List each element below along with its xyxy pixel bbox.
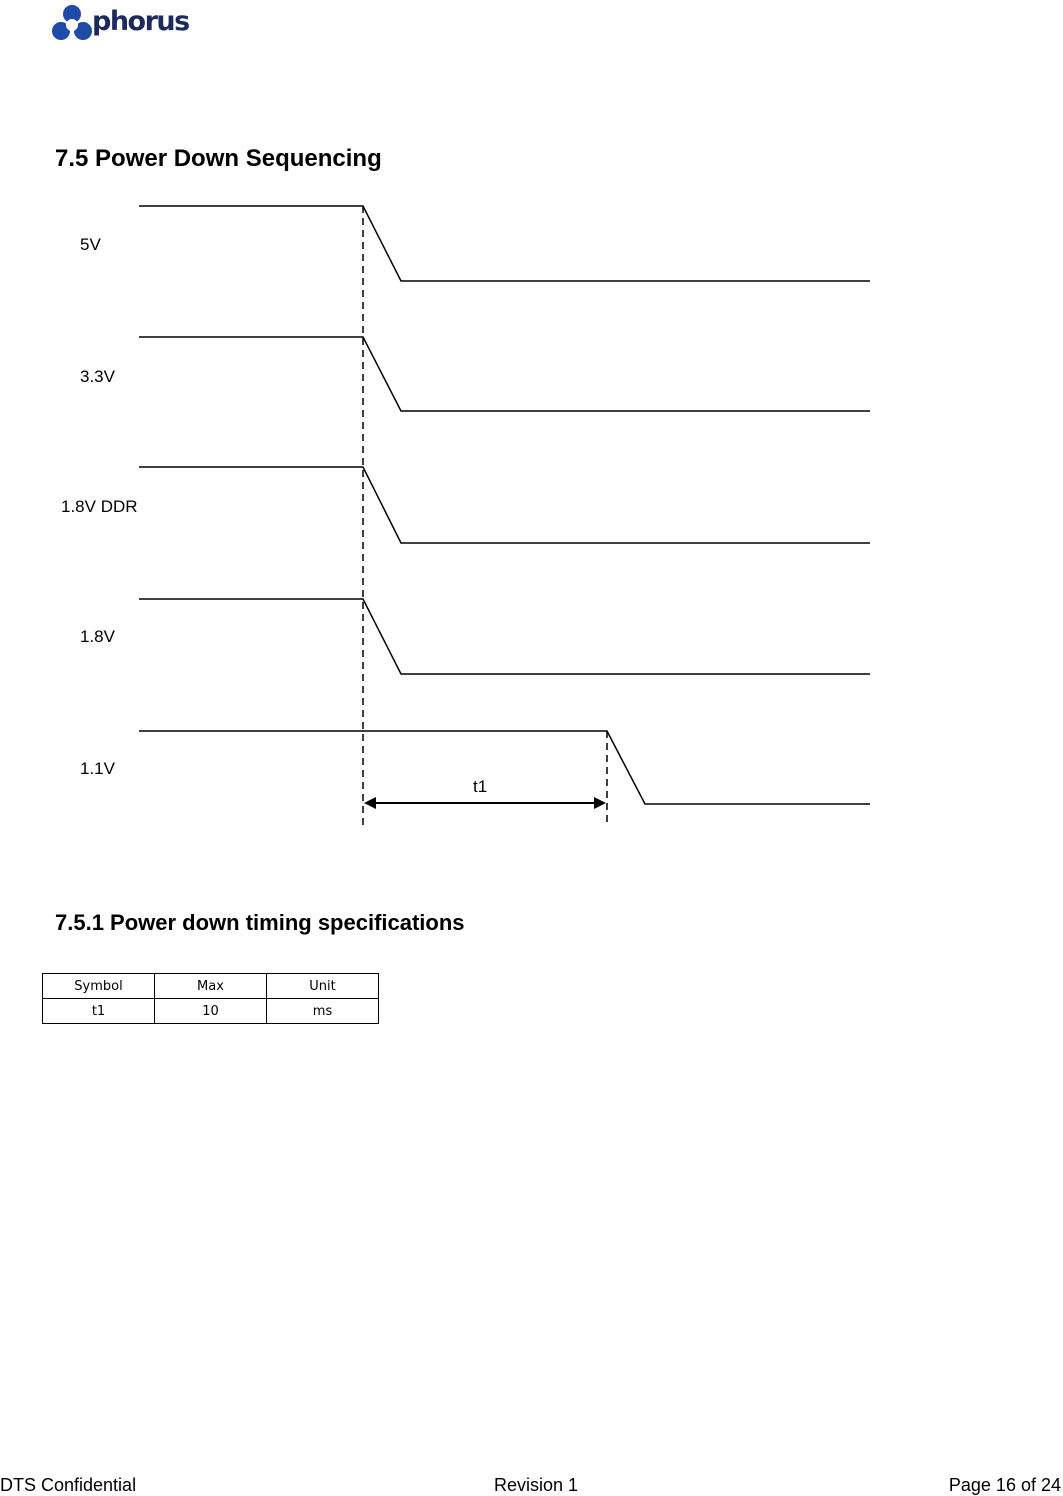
rail-label: 1.1V bbox=[80, 759, 115, 778]
table-row bbox=[43, 999, 379, 1024]
logo-mark-icon bbox=[52, 2, 92, 42]
table-header-row bbox=[43, 974, 379, 999]
table-header-cell: Max bbox=[155, 974, 267, 999]
section-title: 7.5 Power Down Sequencing bbox=[55, 145, 382, 172]
t1-label: t1 bbox=[473, 777, 488, 796]
footer-revision: Revision 1 bbox=[494, 1475, 579, 1495]
rail-5v bbox=[80, 206, 870, 281]
footer-page-number: Page 16 of 24 bbox=[948, 1475, 1061, 1495]
table-cell: ms bbox=[267, 999, 379, 1024]
rail-1v8 bbox=[80, 599, 870, 674]
rail-label: 1.8V DDR bbox=[61, 497, 138, 516]
rail-3v3 bbox=[80, 337, 870, 411]
timing-spec-table bbox=[42, 973, 379, 1024]
rail-label: 3.3V bbox=[80, 367, 115, 386]
table-cell: t1 bbox=[43, 999, 155, 1024]
power-down-timing-diagram bbox=[0, 190, 1063, 840]
phorus-logo bbox=[52, 2, 189, 42]
logo-text: phorus bbox=[92, 6, 189, 37]
rail-label: 5V bbox=[80, 235, 101, 254]
table-cell: 10 bbox=[155, 999, 267, 1024]
subsection-title: 7.5.1 Power down timing specifications bbox=[55, 910, 465, 935]
rail-1v1-waveform bbox=[139, 731, 870, 804]
rail-1v8-ddr bbox=[61, 467, 870, 543]
rail-3v3-waveform bbox=[139, 337, 870, 411]
footer-confidential: DTS Confidential bbox=[0, 1475, 137, 1495]
rail-label: 1.8V bbox=[80, 627, 115, 646]
rail-1v8-ddr-waveform bbox=[139, 467, 870, 543]
table-header-cell: Unit bbox=[267, 974, 379, 999]
t1-interval-arrow bbox=[364, 797, 606, 809]
rail-5v-waveform bbox=[139, 206, 870, 281]
rail-1v8-waveform bbox=[139, 599, 870, 674]
table-header-cell: Symbol bbox=[43, 974, 155, 999]
